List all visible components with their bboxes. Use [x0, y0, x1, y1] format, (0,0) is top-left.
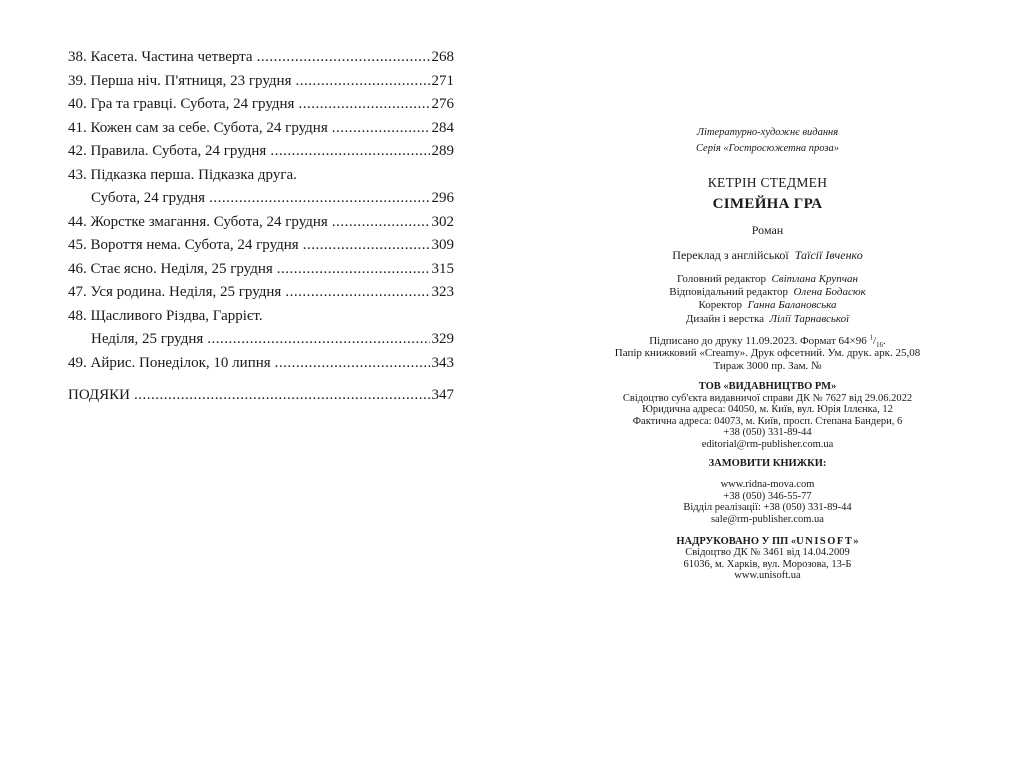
toc-title: 40. Гра та гравці. Субота, 24 грудня — [68, 96, 295, 112]
editor-role: Дизайн і верстка — [685, 312, 765, 325]
order-contacts — [600, 479, 935, 525]
toc-entry — [68, 164, 454, 211]
print-info — [600, 335, 935, 372]
toc-entry — [68, 46, 454, 70]
paper-info: Папір книжковий «Creamy». Друк офсетний. Ум. друк. арк. 25,08 — [614, 347, 921, 360]
toc-list — [68, 46, 454, 375]
signed-for-print: Підписано до друку 11.09.2023. Формат 64×96 $^1/_{16}$. — [649, 333, 886, 349]
toc-page-number: 323 — [431, 284, 454, 300]
editor-name: Світлана Крупчан — [771, 273, 858, 285]
toc-title-line: 48. Щасливого Різдва, Гаррієт. — [68, 307, 263, 324]
info-line: +38 (050) 331-89-44 — [723, 427, 812, 439]
toc-leader — [209, 187, 429, 211]
publisher-details — [600, 393, 935, 451]
toc-line — [68, 234, 454, 258]
toc-line — [68, 140, 454, 164]
series-label: Серія «Гостросюжетна проза» — [695, 143, 840, 154]
toc-title: 42. Правила. Субота, 24 грудня — [68, 143, 267, 159]
toc-entry — [68, 211, 454, 235]
toc-title: ПОДЯКИ — [68, 387, 130, 403]
editor-name: Олена Бодасюк — [793, 286, 866, 299]
format-denominator: 16 — [876, 341, 884, 349]
toc-line — [68, 328, 454, 352]
toc-title: Неділя, 25 грудня — [91, 331, 204, 347]
toc-entry — [68, 70, 454, 94]
editor-credit — [600, 299, 935, 312]
toc-acknowledgements — [68, 384, 454, 408]
toc-title: 39. Перша ніч. П'ятниця, 23 грудня — [68, 72, 292, 89]
toc-page-number: 268 — [431, 49, 454, 65]
toc-line — [68, 211, 454, 235]
toc-title: 38. Касета. Частина четверта — [68, 49, 253, 65]
editor-name: Ганна Балановська — [747, 299, 837, 312]
editor-role: Відповідальний редактор — [669, 286, 788, 299]
toc-entry — [68, 93, 454, 117]
editorial-credits — [600, 273, 935, 326]
toc-leader — [332, 211, 430, 235]
toc-page-number: 302 — [431, 213, 454, 230]
format-numerator: 1 — [869, 333, 873, 342]
toc-leader — [134, 384, 430, 408]
toc-entry — [68, 140, 454, 164]
toc-title: 49. Айрис. Понеділок, 10 липня — [68, 354, 271, 371]
printer-heading — [600, 536, 935, 548]
table-of-contents — [68, 46, 454, 408]
editor-credit — [600, 286, 935, 299]
printer-heading-suffix: » — [853, 535, 859, 547]
toc-page-number: 315 — [431, 260, 454, 277]
info-line: www.unisoft.ua — [734, 570, 801, 582]
author-name: КЕТРІН СТЕДМЕН — [707, 175, 828, 190]
editor-credit — [600, 313, 935, 326]
toc-entry — [68, 234, 454, 258]
toc-page-number: 276 — [431, 96, 454, 112]
toc-line — [68, 187, 454, 211]
toc-entry — [68, 258, 454, 282]
toc-page-number: 284 — [431, 119, 454, 136]
toc-page-number: 289 — [431, 143, 454, 159]
circulation-info: Тираж 3000 пр. Зам. № — [713, 359, 822, 372]
toc-line — [68, 281, 454, 305]
printer-brand: UNISOFT — [796, 535, 854, 547]
toc-page-number: 329 — [431, 331, 454, 347]
toc-entry — [68, 305, 454, 352]
toc-title: Субота, 24 грудня — [91, 190, 206, 206]
info-line: editorial@rm-publisher.com.ua — [701, 439, 834, 450]
toc-page-number: 347 — [431, 387, 454, 403]
printer-block — [600, 536, 935, 582]
toc-title: 45. Вороття нема. Субота, 24 грудня — [68, 237, 299, 253]
toc-title: 41. Кожен сам за себе. Субота, 24 грудня — [68, 119, 328, 136]
toc-page-number: 271 — [431, 72, 454, 89]
translator-name: Таїсії Івченко — [794, 248, 863, 262]
toc-entry — [68, 352, 454, 376]
info-line: Свідоцтво суб'єкта видавничої справи ДК № 7627 від 29.06.2022 — [622, 392, 913, 404]
toc-leader — [303, 234, 430, 258]
publisher-block — [600, 381, 935, 451]
toc-page-number: 343 — [431, 354, 454, 371]
toc-page-number: 296 — [431, 190, 454, 206]
toc-line — [68, 258, 454, 282]
toc-leader — [295, 70, 429, 94]
toc-leader — [270, 140, 429, 164]
genre-label: Літературно-художнє видання — [696, 127, 839, 138]
info-line: Відділ реалізації: +38 (050) 331-89-44 — [683, 502, 852, 514]
imprint-block — [600, 125, 935, 582]
toc-title-line: 43. Підказка перша. Підказка друга. — [68, 166, 297, 183]
toc-title: 47. Уся родина. Неділя, 25 грудня — [68, 284, 282, 300]
info-line: +38 (050) 346-55-77 — [723, 490, 812, 502]
editor-credit — [600, 273, 935, 286]
printer-heading-prefix: НАДРУКОВАНО У ПП « — [676, 535, 797, 547]
order-heading: ЗАМОВИТИ КНИЖКИ: — [708, 457, 827, 469]
info-line: Свідоцтво ДК № 3461 від 14.04.2009 — [685, 547, 850, 559]
info-line: Фактична адреса: 04073, м. Київ, просп. Степана Бандери, 6 — [632, 415, 903, 427]
toc-page-number: 309 — [431, 237, 454, 253]
translation-credit — [600, 247, 935, 263]
toc-leader — [275, 352, 430, 376]
toc-leader — [207, 328, 429, 352]
info-line: sale@rm-publisher.com.ua — [711, 513, 824, 525]
info-line: Юридична адреса: 04050, м. Київ, вул. Юрія Іллєнка, 12 — [642, 404, 893, 416]
toc-line — [68, 117, 454, 141]
toc-line — [68, 93, 454, 117]
toc-leader — [257, 46, 430, 70]
printer-details — [600, 547, 935, 582]
editor-role: Головний редактор — [677, 273, 766, 285]
toc-line — [68, 70, 454, 94]
toc-leader — [285, 281, 429, 305]
editor-role: Коректор — [698, 299, 743, 312]
toc-title: 44. Жорстке змагання. Субота, 24 грудня — [68, 213, 328, 230]
toc-entry — [68, 281, 454, 305]
info-line: www.ridna-mova.com — [720, 479, 815, 491]
toc-leader — [277, 258, 430, 282]
toc-line — [68, 384, 454, 408]
toc-leader — [298, 93, 429, 117]
editor-name: Лілії Тарнавської — [769, 312, 850, 325]
toc-entry — [68, 117, 454, 141]
publisher-name: ТОВ «ВИДАВНИЦТВО РМ» — [698, 381, 837, 393]
book-title: СІМЕЙНА ГРА — [712, 196, 823, 212]
info-line: 61036, м. Харків, вул. Морозова, 13-Б — [683, 558, 852, 570]
translation-label: Переклад з англійської — [672, 248, 789, 262]
signed-text: Підписано до друку 11.09.2023. Формат 64×96 — [649, 334, 867, 347]
book-subtitle: Роман — [751, 223, 784, 237]
toc-line — [68, 352, 454, 376]
toc-title: 46. Стає ясно. Неділя, 25 грудня — [68, 260, 273, 277]
toc-leader — [332, 117, 430, 141]
toc-line — [68, 46, 454, 70]
